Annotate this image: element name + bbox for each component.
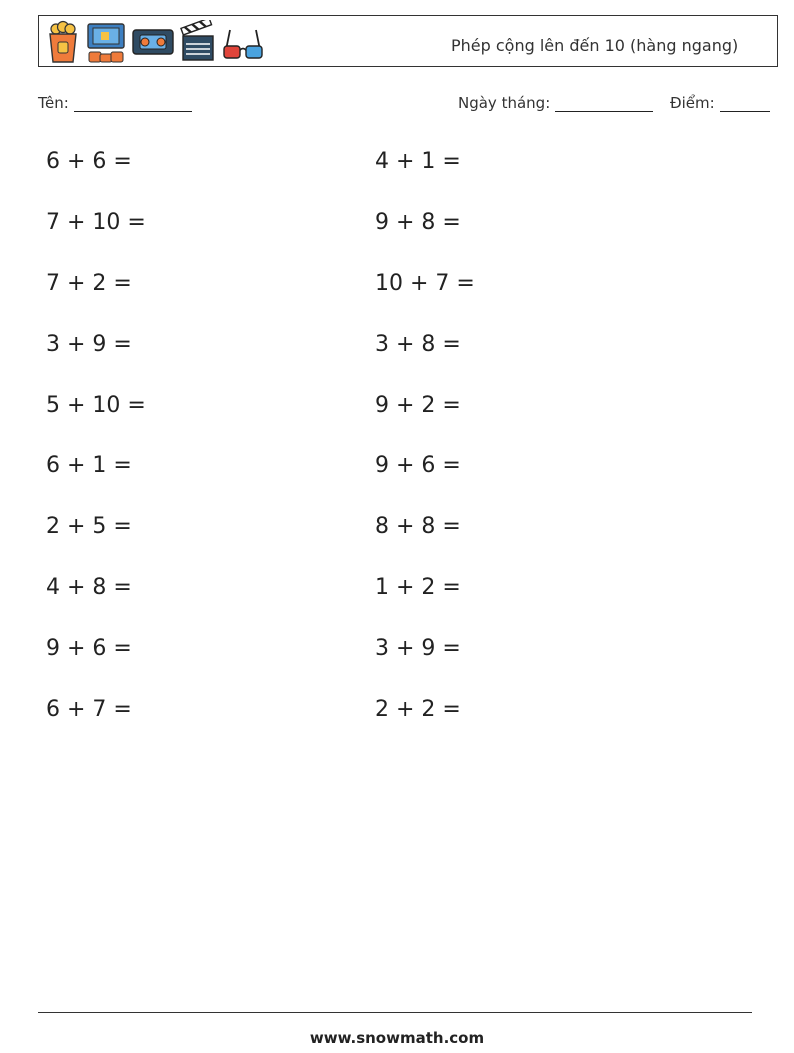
clapperboard-icon (180, 20, 216, 64)
problem-right-6: 9 + 6 = (375, 453, 461, 478)
name-label: Tên: (38, 94, 69, 112)
problem-right-9: 3 + 9 = (375, 636, 461, 661)
problem-right-1: 4 + 1 = (375, 149, 461, 174)
score-blank[interactable] (720, 95, 770, 112)
problem-left-4: 3 + 9 = (46, 332, 132, 357)
problem-left-6: 6 + 1 = (46, 453, 132, 478)
name-blank[interactable] (74, 95, 192, 112)
problem-right-4: 3 + 8 = (375, 332, 461, 357)
problem-left-3: 7 + 2 = (46, 271, 132, 296)
date-label: Ngày tháng: (458, 94, 551, 112)
worksheet-header (38, 15, 778, 67)
problem-right-8: 1 + 2 = (375, 575, 461, 600)
problem-right-10: 2 + 2 = (375, 697, 461, 722)
header-icons (46, 20, 264, 64)
date-blank[interactable] (555, 95, 653, 112)
problem-left-2: 7 + 10 = (46, 210, 146, 235)
popcorn-icon (46, 20, 80, 64)
footer-divider (38, 1012, 752, 1013)
worksheet-title: Phép cộng lên đến 10 (hàng ngang) (451, 36, 739, 55)
problem-left-9: 9 + 6 = (46, 636, 132, 661)
problem-left-10: 6 + 7 = (46, 697, 132, 722)
tv-icon (86, 20, 126, 64)
problem-right-7: 8 + 8 = (375, 514, 461, 539)
problem-right-5: 9 + 2 = (375, 393, 461, 418)
problem-right-2: 9 + 8 = (375, 210, 461, 235)
score-label: Điểm: (670, 94, 715, 112)
3d-glasses-icon (222, 20, 264, 64)
problem-left-5: 5 + 10 = (46, 393, 146, 418)
score-field (670, 94, 770, 112)
problem-left-7: 2 + 5 = (46, 514, 132, 539)
name-field (38, 94, 192, 112)
date-field (458, 94, 653, 112)
problem-left-8: 4 + 8 = (46, 575, 132, 600)
footer-website[interactable]: www.snowmath.com (309, 1029, 485, 1047)
problem-left-1: 6 + 6 = (46, 149, 132, 174)
vhs-tape-icon (132, 20, 174, 64)
problem-right-3: 10 + 7 = (375, 271, 475, 296)
